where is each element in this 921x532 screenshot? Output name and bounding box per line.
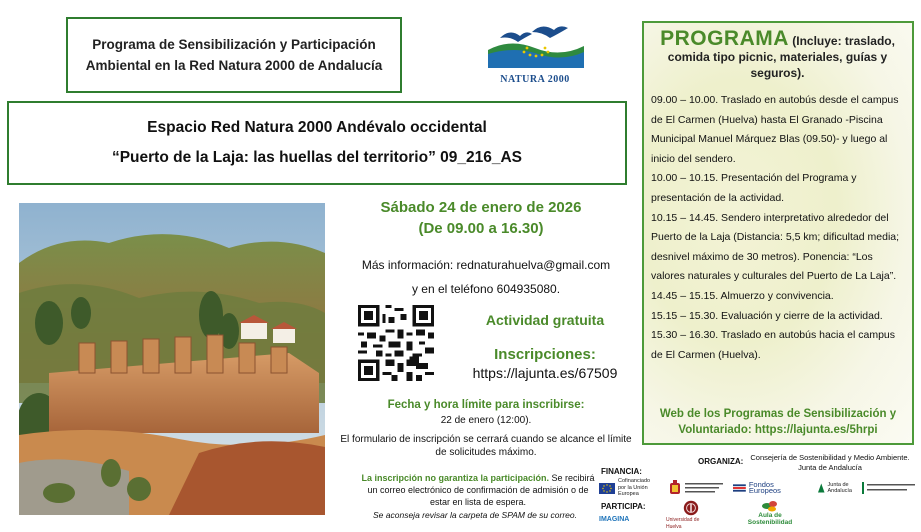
program-header-box: [66, 17, 402, 93]
eu-logo-text: Cofinanciado por la Unión Europea: [618, 478, 651, 498]
watercolor-landscape-image: [19, 203, 325, 515]
junta-andalucia-text: Junta de Andalucía: [827, 481, 852, 494]
spam-note: Se aconseja revisar la carpeta de SPAM de su correo.: [373, 510, 577, 520]
imagina-text: IMAGINA: [599, 515, 630, 523]
program-note-part-2: comida tipo picnic, materiales, guías y seguros).: [667, 50, 888, 80]
schedule-item: 15.30 – 16.30. Traslado en autobús hacia el campus de El Carmen (Huelva).: [651, 329, 896, 361]
fondos-europeos-icon: [733, 483, 746, 493]
ministry-text-lines-icon: [685, 482, 725, 494]
deadline-value: 22 de enero (12:00).: [440, 415, 532, 426]
fondos-europeos-logo: [733, 479, 803, 495]
guarantee-note: [358, 472, 598, 508]
header-line-2: Ambiental en la Red Natura 2000 de Andalucía: [85, 58, 383, 73]
program-heading: [651, 27, 904, 81]
free-activity-label: Actividad gratuita: [485, 312, 605, 328]
form-closing-note: El formulario de inscripción se cerrará cuando se alcance el límite de solicitudes máximo.: [340, 434, 632, 458]
natura-2000-birds-icon: [480, 18, 590, 76]
fondos-europeos-text: Fondos Europeos: [748, 479, 781, 495]
qr-code-icon[interactable]: [358, 305, 434, 381]
event-title-line-1: Espacio Red Natura 2000 Andévalo occidental: [147, 119, 487, 136]
event-date: Sábado 24 de enero de 2026: [380, 199, 582, 216]
aula-leaf-icon: [760, 499, 780, 513]
aula-sostenibilidad-logo: [744, 499, 796, 531]
participa-label: PARTICIPA:: [601, 502, 646, 511]
event-time: (De 09.00 a 16.30): [418, 220, 544, 237]
inscriptions-link[interactable]: https://lajunta.es/67509: [472, 365, 618, 381]
organiza-value: Consejería de Sostenibilidad y Medio Ambiente. Junta de Andalucía: [750, 453, 910, 472]
ministry-logo: [668, 480, 728, 496]
deadline-label: Fecha y hora límite para inscribirse:: [387, 399, 585, 411]
program-footer: [650, 406, 906, 438]
more-info-email: Más información: rednaturahuelva@gmail.com: [361, 258, 611, 272]
schedule-item: 10.15 – 14.45. Sendero interpretativo alrededor del Puerto de la Laja (Distancia: 5,5 km; dificultad media; desnivel máximo de 30 metros). Ponencia: “Los valores naturales y culturales del Puerto de La Laja”.: [651, 211, 900, 283]
schedule-item: 09.00 – 10.00. Traslado en autobús desde el campus de El Carmen (Huelva) hasta El Granado -Piscina Municipal Manuel Márquez Blas (09.50)- y luego al inicio del sendero.: [651, 94, 899, 165]
header-line-1: Programa de Sensibilización y Participación: [92, 37, 376, 52]
aula-text: Aula de Sostenibilidad: [747, 512, 793, 526]
financia-label: FINANCIA:: [601, 467, 642, 476]
schedule-item: 10.00 – 10.15. Presentación del Programa y presentación de la actividad.: [651, 172, 857, 204]
university-seal-icon: [681, 500, 701, 516]
program-footer-line-1: Web de los Programas de Sensibilización y: [659, 408, 897, 420]
event-title-box: [7, 101, 627, 185]
guarantee-rest: Se recibirá un correo electrónico de confirmación de admisión o de estar en lista de espera.: [367, 473, 595, 507]
junta-andalucia-logo: [818, 480, 858, 496]
program-note-part-1: (Incluye: traslado,: [788, 34, 895, 48]
schedule-item: 14.45 – 15.15. Almuerzo y convivencia.: [651, 289, 834, 302]
schedule-list: [651, 91, 904, 365]
program-panel: [642, 21, 914, 445]
university-text: Universidad de Huelva: [666, 517, 700, 530]
consejeria-text-lines-icon: [862, 481, 920, 495]
natura-2000-label: NATURA 2000: [500, 74, 570, 85]
junta-andalucia-icon: [818, 481, 825, 495]
schedule-item: 15.15 – 15.30. Evaluación y cierre de la actividad.: [651, 309, 883, 322]
inscriptions-label: Inscripciones:: [494, 346, 596, 363]
university-huelva-logo: [666, 500, 716, 530]
natura-2000-logo: [480, 18, 590, 88]
eu-cofinancing-logo: [599, 480, 659, 496]
eu-flag-icon: [599, 483, 615, 494]
program-footer-link[interactable]: Voluntariado: https://lajunta.es/5hrpi: [678, 424, 878, 436]
organiza-label: ORGANIZA:: [698, 457, 744, 466]
event-title-line-2: “Puerto de la Laja: las huellas del territorio” 09_216_AS: [111, 149, 523, 166]
more-info-phone: y en el teléfono 604935080.: [411, 282, 561, 296]
program-title: PROGRAMA: [660, 27, 789, 50]
consejeria-logo: [862, 480, 920, 496]
imagina-logo: [599, 513, 639, 527]
spanish-crest-icon: [668, 480, 682, 496]
guarantee-highlight: La inscripción no garantiza la participación.: [361, 473, 549, 483]
